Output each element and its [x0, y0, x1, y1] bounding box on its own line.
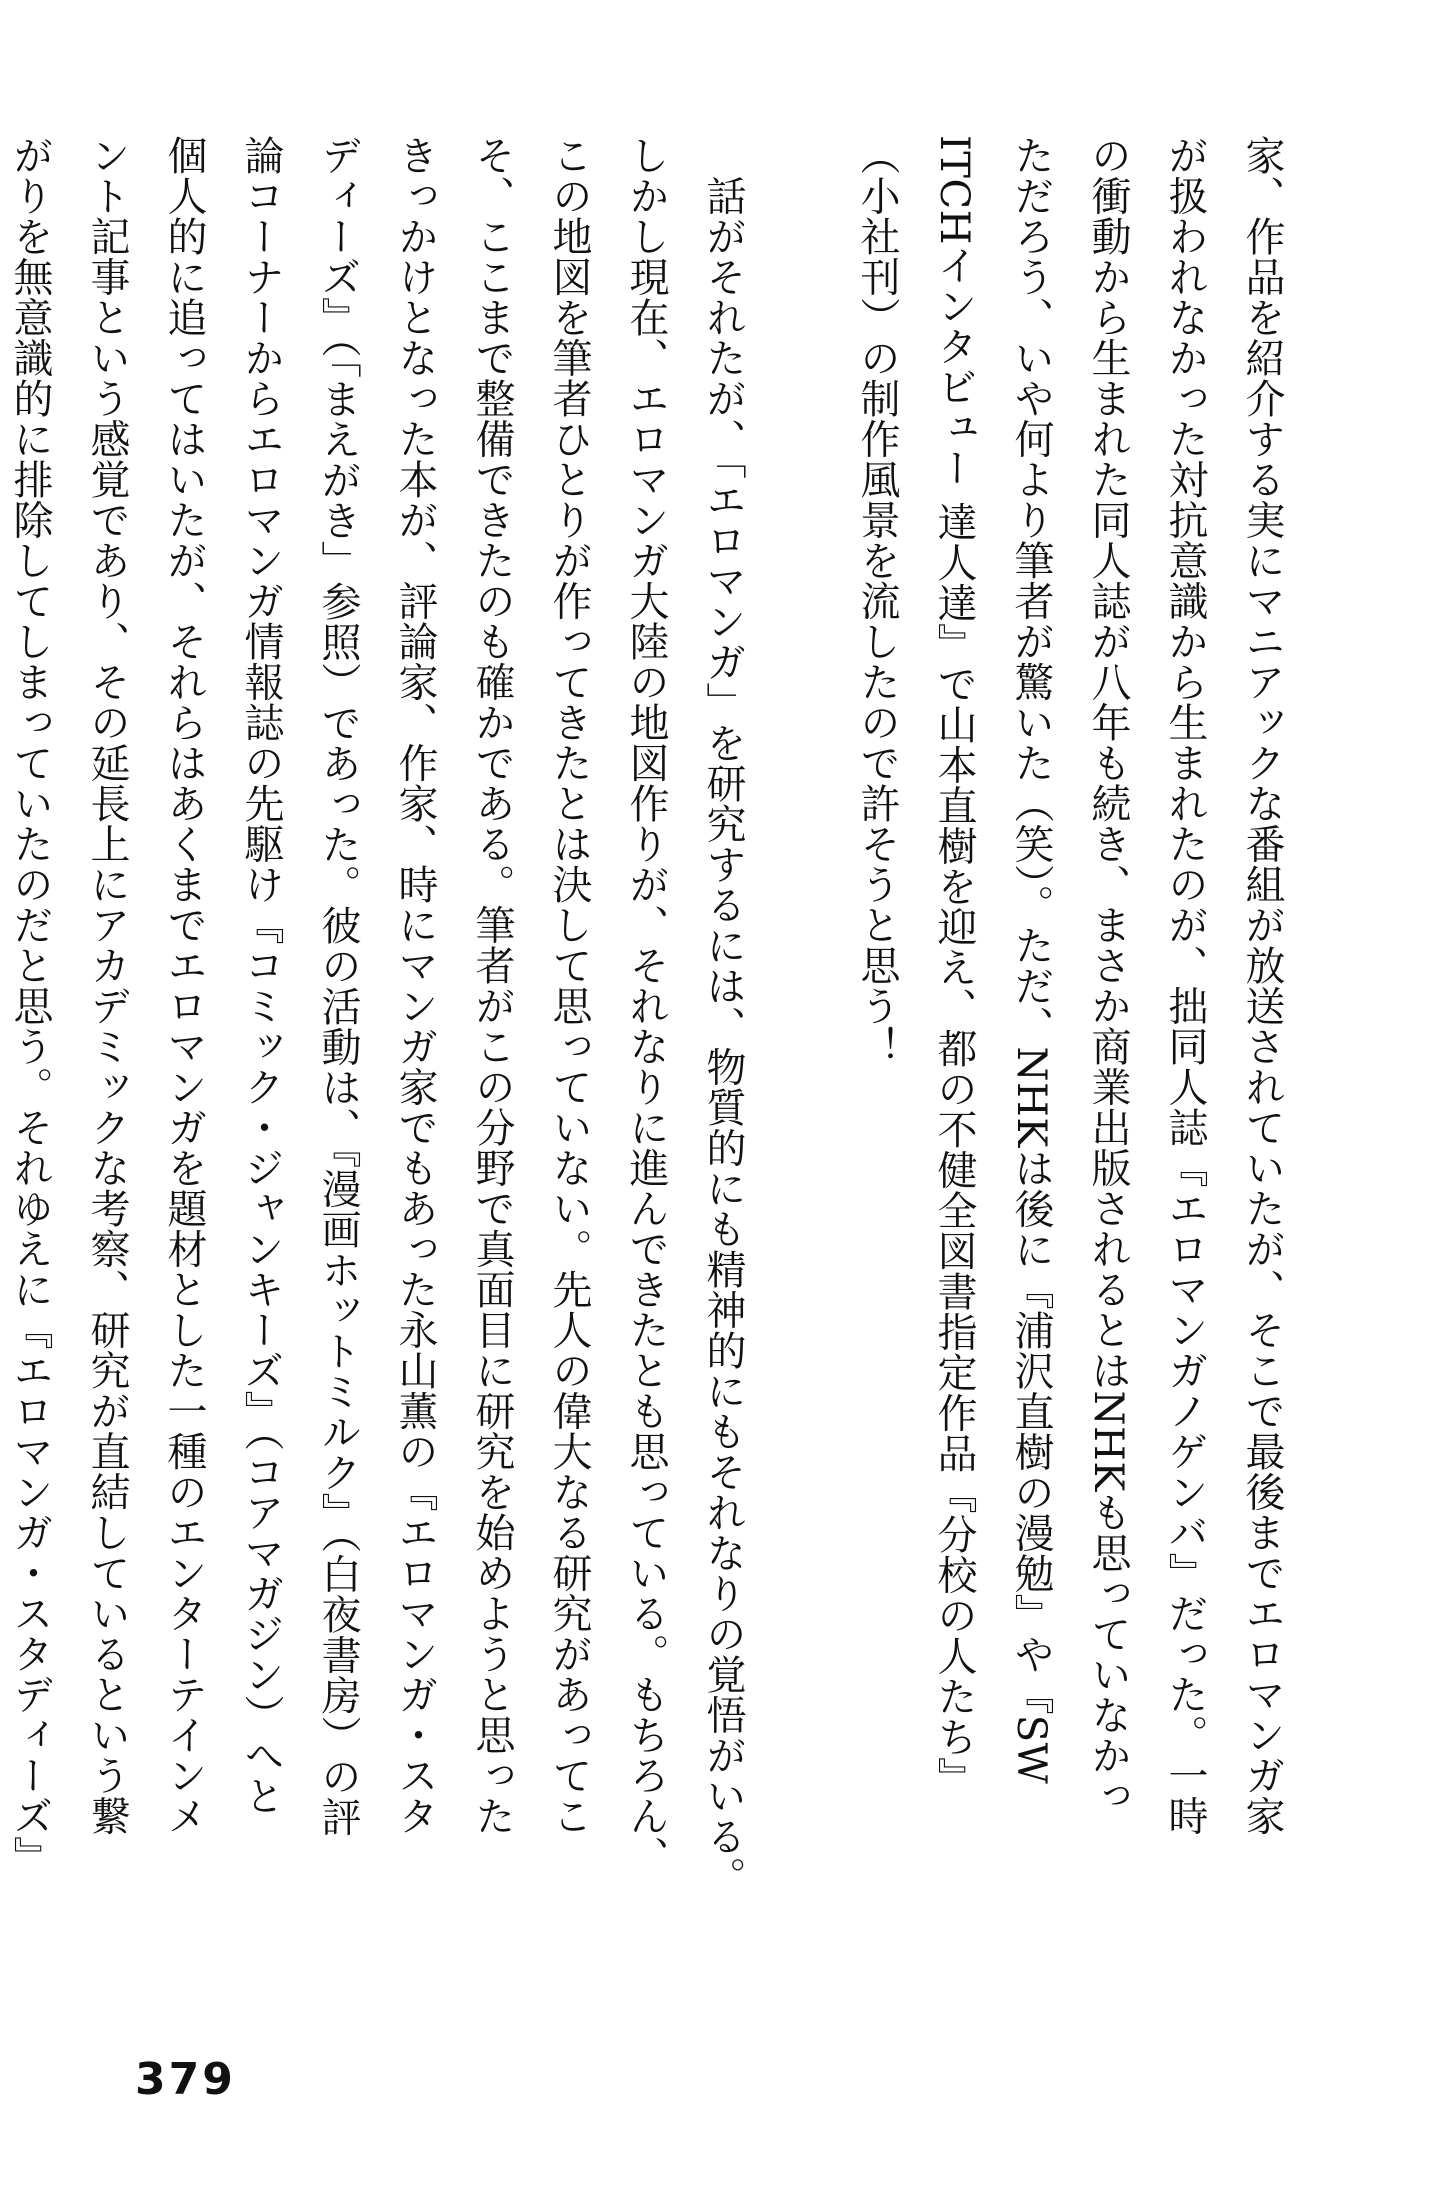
text-column: がりを無意識的に排除してしまっていたのだと思う。それゆえに『エロマンガ・スタディーズ』 — [7, 135, 53, 1877]
text-column: （小社刊）の制作風景を流したので許そうと思う！ — [854, 135, 900, 1067]
text-column: の衝動から生まれた同人誌が八年も続き、まさか商業出版されるとはNHKも思っていなかっ — [1085, 135, 1131, 1816]
text-column: この地図を筆者ひとりが作ってきたとは決して思っていない。先人の偉大なる研究があってこ — [546, 135, 592, 1836]
text-column: 個人的に追ってはいたが、それらはあくまでエロマンガを題材とした一種のエンターテインメ — [161, 135, 207, 1836]
text-column: 論コーナーからエロマンガ情報誌の先駆け『コミック・ジャンキーズ』（コアマガジン）へと — [238, 135, 284, 1816]
text-column: が扱われなかった対抗意識から生まれたのが、拙同人誌『エロマンガノゲンバ』だった。一時 — [1162, 135, 1208, 1836]
text-column: 家、作品を紹介する実にマニアックな番組が放送されていたが、そこで最後までエロマンガ家 — [1239, 135, 1285, 1836]
text-column: 話がそれたが、「エロマンガ」を研究するには、物質的にも精神的にもそれなりの覚悟がいる。 — [700, 135, 746, 1897]
text-column: そ、ここまで整備できたのも確かである。筆者がこの分野で真面目に研究を始めようと思った — [469, 135, 515, 1836]
vertical-text-block — [7, 135, 1300, 1935]
text-column: ディーズ』（「まえがき」参照）であった。彼の活動は、『漫画ホットミルク』（白夜書房）の評 — [315, 135, 361, 1837]
text-column: しかし現在、エロマンガ大陸の地図作りが、それなりに進んできたとも思っている。もちろん、 — [623, 135, 669, 1877]
page-number: 379 — [135, 2054, 236, 2105]
text-column: ント記事という感覚であり、その延長上にアカデミックな考察、研究が直結しているという繋 — [84, 135, 130, 1836]
text-column: ITCHインタビュー 達人達』で山本直樹を迎え、都の不健全図書指定作品『分校の人たち』 — [931, 135, 977, 1798]
text-column: きっかけとなった本が、評論家、作家、時にマンガ家でもあった永山薫の『エロマンガ・スタ — [392, 135, 438, 1836]
text-column: ただろう、いや何より筆者が驚いた（笑）。ただ、NHKは後に『浦沢直樹の漫勉』や『SW — [1008, 135, 1054, 1785]
paragraph-break — [761, 135, 838, 1935]
